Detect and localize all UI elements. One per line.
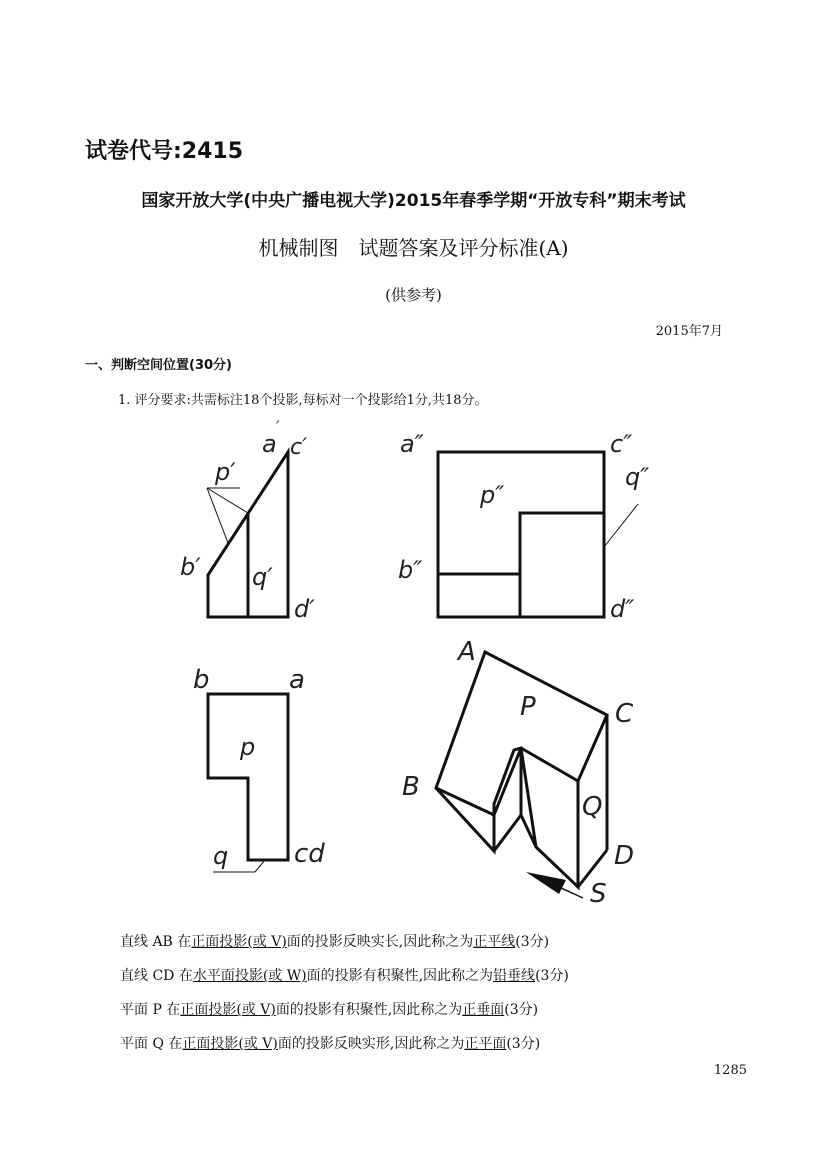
label-front-c: c′ — [290, 435, 308, 460]
label-top-q: q — [213, 842, 229, 870]
label-side-q: q″ — [625, 463, 650, 491]
section-heading: 一、判断空间位置(30分) — [85, 358, 232, 373]
question-text: 1. 评分要求:共需标注18个投影,每标对一个投影给1分,共18分。 — [118, 393, 488, 408]
label-side-b: b″ — [398, 556, 423, 584]
answer-line: 直线 AB 在正面投影(或 V)面的投影反映实长,因此称之为正平线(3分) — [120, 934, 550, 950]
label-front-p: p′ — [215, 458, 236, 486]
label-iso-S: S — [590, 879, 607, 909]
label-front-d: d′ — [294, 595, 315, 623]
label-iso-P: P — [520, 692, 536, 722]
label-top-p: p — [240, 733, 256, 761]
answer-line: 直线 CD 在水平面投影(或 W)面的投影有积聚性,因此称之为铅垂线(3分) — [120, 968, 569, 984]
label-iso-D: D — [614, 841, 635, 871]
label-side-p: p″ — [480, 481, 505, 509]
label-side-d: d″ — [610, 595, 635, 623]
answer-line: 平面 Q 在正面投影(或 V)面的投影反映实形,因此称之为正平面(3分) — [120, 1036, 541, 1052]
label-iso-Q: Q — [582, 792, 603, 822]
label-side-a: a″ — [400, 430, 424, 458]
exam-title: 国家开放大学(中央广播电视大学)2015年春季学期“开放专科”期末考试 — [141, 191, 686, 211]
label-top-b: b — [193, 665, 210, 695]
side-view — [438, 452, 638, 617]
page-number: 1285 — [713, 1063, 747, 1078]
reference-note: (供参考) — [385, 286, 442, 304]
subject-title: 机械制图 试题答案及评分标准(A) — [258, 236, 569, 260]
label-front-b: b′ — [180, 553, 201, 581]
label-front-a: a — [262, 430, 277, 458]
isometric-view — [436, 652, 607, 898]
label-top-cd: cd — [294, 839, 325, 869]
answer-line: 平面 P 在正面投影(或 V)面的投影有积聚性,因此称之为正垂面(3分) — [120, 1002, 539, 1018]
exam-date: 2015年7月 — [655, 324, 723, 339]
exam-code: 试卷代号:2415 — [85, 139, 244, 164]
label-side-c: c″ — [610, 430, 633, 458]
label-top-a: a — [289, 665, 305, 695]
label-iso-B: B — [402, 772, 420, 802]
label-front-q: q′ — [252, 563, 273, 591]
label-iso-C: C — [615, 699, 634, 729]
label-front-prime: ′ — [276, 417, 280, 436]
label-iso-A: A — [458, 637, 476, 667]
